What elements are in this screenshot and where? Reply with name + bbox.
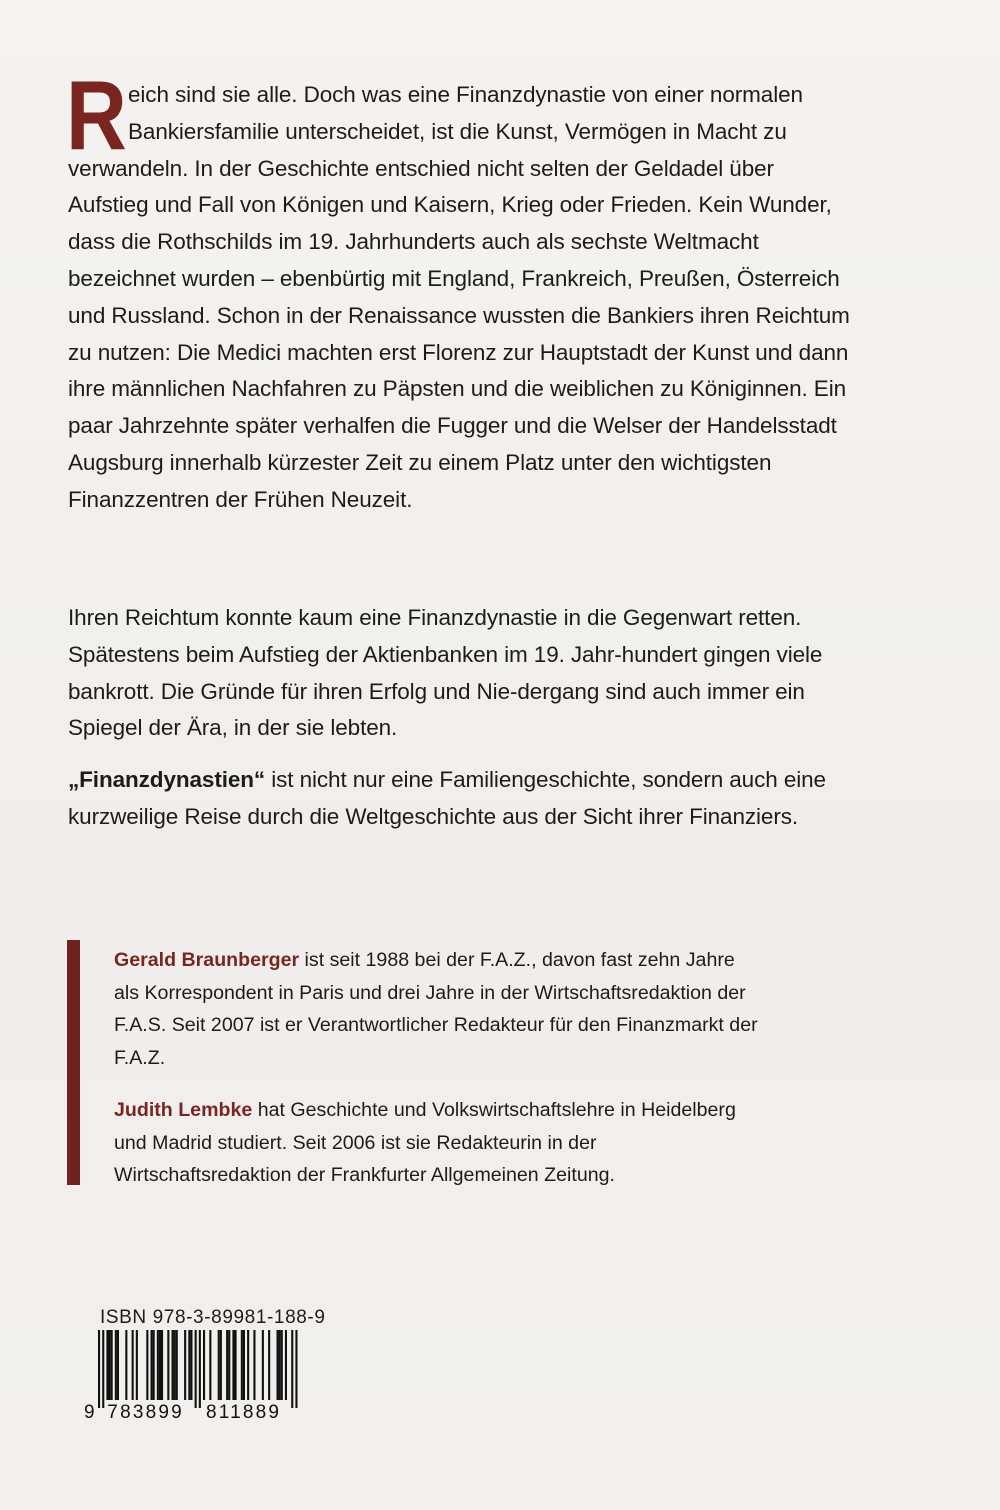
barcode-bar [243, 1330, 245, 1400]
barcode-bar [279, 1330, 281, 1400]
barcode-bar [176, 1330, 178, 1400]
barcode-bar [291, 1330, 293, 1408]
author-name-2: Judith Lembke [114, 1099, 253, 1121]
barcode-bar [203, 1330, 205, 1400]
barcode-bar [268, 1330, 270, 1400]
barcode-bar [117, 1330, 119, 1400]
barcode-bar [109, 1330, 111, 1400]
barcode-bar [235, 1330, 237, 1400]
barcode-bar [281, 1330, 283, 1400]
barcode-bar [98, 1330, 100, 1408]
barcode-bar [167, 1330, 169, 1400]
barcode-bar [190, 1330, 192, 1400]
barcode-bar [102, 1330, 104, 1408]
barcode-bar [209, 1330, 211, 1400]
barcode-bar [184, 1330, 186, 1400]
author-bio-1-text: ist seit 1988 bei der F.A.Z., davon fast zehn Jahre als Korrespondent in Paris und drei Jahre in der Wirtschaftsredaktion der F.A.S. Seit 2007 ist er Verantwortlicher Redakteur für den Finanzmarkt der F.A.Z. [114, 949, 758, 1069]
barcode-bar [247, 1330, 249, 1400]
barcode-bar [106, 1330, 108, 1400]
author-name-1: Gerald Braunberger [114, 949, 300, 971]
barcode-bar [253, 1330, 255, 1400]
barcode-digits: 9 [84, 1402, 97, 1420]
author-bio-2 [114, 1094, 764, 1192]
barcode-digits: 811889 [206, 1402, 282, 1420]
barcode-bar [262, 1330, 264, 1400]
barcode-bar [132, 1330, 134, 1400]
barcode-bar [174, 1330, 176, 1400]
barcode-bar [188, 1330, 190, 1400]
barcode-bar [277, 1330, 279, 1400]
blurb-paragraph-3 [68, 762, 858, 836]
barcode-bar [241, 1330, 243, 1400]
author-section-bar [67, 940, 80, 1185]
blurb-paragraph-1-text: eich sind sie alle. Doch was eine Finanzdynastie von einer normalen Bankiersfamilie unterscheidet, ist die Kunst, Vermögen in Macht zu verwandeln. In der Geschichte entschied nicht selten der Geldadel über Aufstieg und Fall von Königen und Kaisern, Krieg oder Frieden. Kein Wunder, dass die Rothschilds im 19. Jahrhunderts auch als sechste Weltmacht bezeichnet wurden – ebenbürtig mit England, Frankreich, Preußen, Österreich und Russland. Schon in der Renaissance wussten die Bankiers ihren Reichtum zu nutzen: Die Medici machten erst Florenz zur Hauptstadt der Kunst und dann ihre männlichen Nachfahren zu Päpsten und die weiblichen zu Königinnen. Ein paar Jahrzehnte später verhalfen die Fugger und die Welser der Handelsstadt Augsburg innerhalb kürzester Zeit zu einem Platz unter den wichtigsten Finanzzentren der Frühen Neuzeit. [68, 82, 850, 512]
barcode-bar [157, 1330, 159, 1400]
barcode-bar [295, 1330, 297, 1408]
barcode-bar [161, 1330, 163, 1400]
blurb-paragraph-3-text: ist nicht nur eine Familiengeschichte, sondern auch eine kurzweilige Reise durch die Weltgeschichte aus der Sicht ihrer Finanziers. [68, 767, 826, 829]
barcode-bar [153, 1330, 155, 1400]
barcode-bar [218, 1330, 220, 1400]
barcode-bar [125, 1330, 127, 1400]
barcode-bar [199, 1330, 201, 1408]
blurb-paragraph-1 [66, 60, 858, 519]
barcode-digits: 783899 [107, 1402, 184, 1420]
barcode-bar [220, 1330, 222, 1400]
drop-cap-initial: R [66, 60, 127, 170]
barcode-bar [115, 1330, 117, 1400]
barcode-bar [146, 1330, 148, 1400]
author-bio-2-text: hat Geschichte und Volkswirtschaftslehre in Heidelberg und Madrid studiert. Seit 2006 ist sie Redakteurin in der Wirtschaftsredaktion der Frankfurter Allgemeinen Zeitung. [114, 1099, 736, 1186]
barcode-bar [159, 1330, 161, 1400]
author-bio-1 [114, 944, 764, 1074]
isbn-label: ISBN 978-3-89981-188-9 [100, 1307, 326, 1328]
blurb-paragraph-2: Ihren Reichtum konnte kaum eine Finanzdynastie in die Gegenwart retten. Spätestens beim Aufstieg der Aktienbanken im 19. Jahr-hundert gingen viele bankrott. Die Gründe für ihren Erfolg und Nie-dergang sind auch immer ein Spiegel der Ära, in der sie lebten. [68, 605, 823, 741]
barcode-bar [232, 1330, 234, 1400]
barcode-bar [151, 1330, 153, 1400]
barcode-bar [136, 1330, 138, 1400]
barcode-bar [285, 1330, 287, 1400]
barcode-bar [228, 1330, 230, 1400]
barcode-bar [226, 1330, 228, 1400]
isbn-barcode [82, 1330, 314, 1420]
book-title-mention: „Finanzdynastien“ [68, 767, 266, 792]
barcode-bar [172, 1330, 174, 1400]
barcode-bar [111, 1330, 113, 1400]
barcode-bar [195, 1330, 197, 1408]
